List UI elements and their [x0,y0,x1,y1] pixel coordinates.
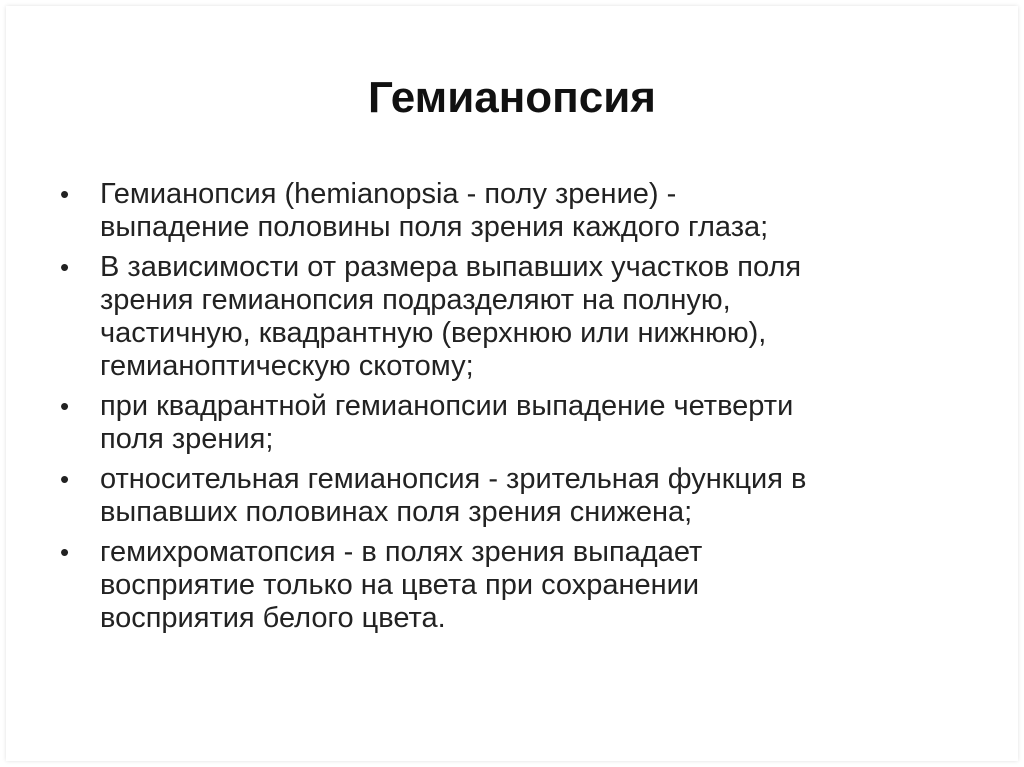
bullet-line: частичную, квадрантную (верхнюю или нижнюю), [100,317,767,349]
bullet-line: Гемианопсия (hemianopsia - полу зрение) - [100,178,677,210]
bullet-item [60,463,960,529]
bullet-line: относительная гемианопсия - зрительная функция в [100,463,807,495]
bullet-line: восприятие только на цвета при сохранении [100,569,700,601]
bullet-line: гемихроматопсия - в полях зрения выпадает [100,536,703,568]
bullet-marker: • [60,179,70,209]
bullet-line: восприятия белого цвета. [100,602,446,634]
bullet-line: выпавших половинах поля зрения снижена; [100,496,693,528]
bullet-marker: • [60,391,70,421]
bullet-marker: • [60,464,70,494]
bullet-item [60,390,960,456]
bullet-list [60,178,960,642]
bullet-marker: • [60,537,70,567]
bullet-line: выпадение половины поля зрения каждого глаза; [100,211,769,243]
bullet-item [60,251,960,383]
bullet-text [100,536,960,635]
bullet-line: при квадрантной гемианопсии выпадение четверти [100,390,794,422]
bullet-text [100,178,960,244]
bullet-line: зрения гемианопсия подразделяют на полную, [100,284,731,316]
bullet-line: гемианоптическую скотому; [100,350,474,382]
slide-title: Гемианопсия [368,73,656,122]
bullet-text [100,463,960,529]
bullet-item [60,178,960,244]
bullet-line: В зависимости от размера выпавших участков поля [100,251,802,283]
bullet-marker: • [60,252,70,282]
bullet-item [60,536,960,635]
bullet-text [100,390,960,456]
bullet-line: поля зрения; [100,423,274,455]
bullet-text [100,251,960,383]
